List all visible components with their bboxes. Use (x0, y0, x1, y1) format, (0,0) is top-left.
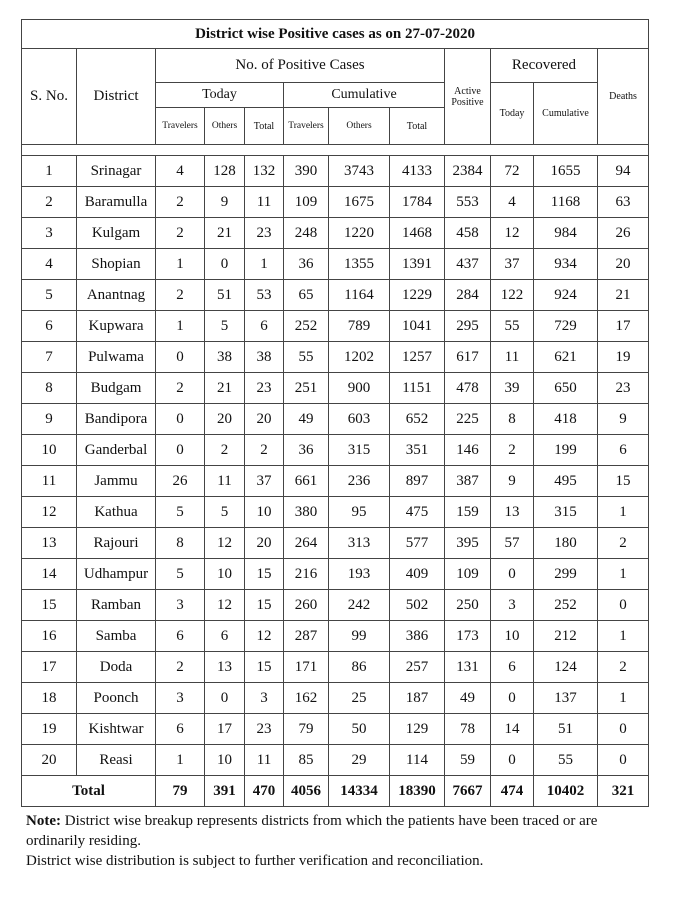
cell-rec-cumulative: 199 (534, 435, 598, 466)
cell-district: Kulgam (77, 218, 156, 249)
cell-active: 284 (445, 280, 491, 311)
table-row (22, 404, 649, 435)
cell-today-total: 38 (245, 342, 284, 373)
cell-today-others: 11 (205, 466, 245, 497)
cell-today-travelers: 1 (156, 311, 205, 342)
cell-cum-total: 114 (390, 745, 445, 776)
cell-cum-others: 3743 (329, 156, 390, 187)
cell-cum-total: 1784 (390, 187, 445, 218)
table-title: District wise Positive cases as on 27-07-2020 (22, 20, 649, 49)
cell-today-others: 20 (205, 404, 245, 435)
cell-cum-others: 1164 (329, 280, 390, 311)
header-today: Today (156, 83, 284, 108)
cell-today-others: 10 (205, 745, 245, 776)
cell-cum-others: 95 (329, 497, 390, 528)
cell-today-total: 53 (245, 280, 284, 311)
cell-rec-cumulative: 418 (534, 404, 598, 435)
cell-today-travelers: 2 (156, 187, 205, 218)
cell-cum-others: 603 (329, 404, 390, 435)
cell-today-total: 15 (245, 652, 284, 683)
cell-cum-total: 652 (390, 404, 445, 435)
cell-sno: 4 (22, 249, 77, 280)
cell-rec-cumulative: 934 (534, 249, 598, 280)
header-today-total: Total (245, 108, 284, 145)
cell-sno: 6 (22, 311, 77, 342)
cell-today-travelers: 2 (156, 373, 205, 404)
cell-today-travelers: 5 (156, 559, 205, 590)
table-row (22, 714, 649, 745)
cell-cum-others: 789 (329, 311, 390, 342)
district-cases-table (21, 19, 649, 807)
table-row (22, 280, 649, 311)
cell-today-total: 132 (245, 156, 284, 187)
cell-deaths: 63 (598, 187, 649, 218)
table-row (22, 373, 649, 404)
cell-district: Reasi (77, 745, 156, 776)
cell-cum-travelers: 65 (284, 280, 329, 311)
cell-cum-total: 4133 (390, 156, 445, 187)
cell-sno: 17 (22, 652, 77, 683)
cell-rec-today: 55 (491, 311, 534, 342)
note-text-1: District wise breakup represents districts from which the patients have been traced or are ordinarily residing. (26, 813, 598, 849)
cell-rec-cumulative: 1168 (534, 187, 598, 218)
cell-district: Kupwara (77, 311, 156, 342)
cell-sno: 7 (22, 342, 77, 373)
cell-rec-today: 11 (491, 342, 534, 373)
cell-deaths: 20 (598, 249, 649, 280)
cell-active: 78 (445, 714, 491, 745)
cell-cum-others: 99 (329, 621, 390, 652)
cell-active: 49 (445, 683, 491, 714)
cell-today-total: 11 (245, 745, 284, 776)
cell-sno: 3 (22, 218, 77, 249)
cell-today-travelers: 3 (156, 683, 205, 714)
cell-rec-cumulative: 1655 (534, 156, 598, 187)
cell-rec-cumulative: 55 (534, 745, 598, 776)
cell-active: 59 (445, 745, 491, 776)
cell-district: Srinagar (77, 156, 156, 187)
cell-cum-travelers: 252 (284, 311, 329, 342)
cell-sno: 16 (22, 621, 77, 652)
cell-rec-cumulative: 495 (534, 466, 598, 497)
header-spacer (22, 145, 649, 156)
cell-today-total: 20 (245, 404, 284, 435)
cell-rec-cumulative: 315 (534, 497, 598, 528)
cell-sno: 15 (22, 590, 77, 621)
total-rec-cumulative: 10402 (534, 776, 598, 807)
cell-rec-cumulative: 299 (534, 559, 598, 590)
cell-rec-today: 6 (491, 652, 534, 683)
cell-district: Baramulla (77, 187, 156, 218)
cell-cum-others: 25 (329, 683, 390, 714)
cell-deaths: 21 (598, 280, 649, 311)
cell-cum-others: 313 (329, 528, 390, 559)
cell-today-travelers: 6 (156, 621, 205, 652)
cell-active: 387 (445, 466, 491, 497)
table-row (22, 435, 649, 466)
cell-today-others: 13 (205, 652, 245, 683)
total-rec-today: 474 (491, 776, 534, 807)
cell-cum-travelers: 79 (284, 714, 329, 745)
cell-today-total: 37 (245, 466, 284, 497)
cell-district: Kishtwar (77, 714, 156, 745)
table-row (22, 652, 649, 683)
total-deaths: 321 (598, 776, 649, 807)
total-cum-travelers: 4056 (284, 776, 329, 807)
cell-active: 458 (445, 218, 491, 249)
cell-district: Anantnag (77, 280, 156, 311)
cell-cum-travelers: 380 (284, 497, 329, 528)
note-block (26, 811, 656, 871)
cell-today-total: 20 (245, 528, 284, 559)
cell-today-total: 6 (245, 311, 284, 342)
cell-rec-today: 8 (491, 404, 534, 435)
cell-active: 131 (445, 652, 491, 683)
cell-today-travelers: 6 (156, 714, 205, 745)
cell-active: 250 (445, 590, 491, 621)
cell-rec-today: 57 (491, 528, 534, 559)
header-deaths: Deaths (598, 49, 649, 145)
cell-today-total: 2 (245, 435, 284, 466)
cell-cum-total: 1041 (390, 311, 445, 342)
header-today-others: Others (205, 108, 245, 145)
cell-sno: 19 (22, 714, 77, 745)
header-positive-cases: No. of Positive Cases (156, 49, 445, 83)
cell-today-travelers: 2 (156, 652, 205, 683)
cell-active: 225 (445, 404, 491, 435)
cell-deaths: 1 (598, 621, 649, 652)
cell-rec-today: 3 (491, 590, 534, 621)
cell-deaths: 0 (598, 590, 649, 621)
cell-rec-today: 0 (491, 559, 534, 590)
table-row (22, 156, 649, 187)
cell-active: 109 (445, 559, 491, 590)
table-row (22, 187, 649, 218)
cell-rec-today: 4 (491, 187, 534, 218)
cell-active: 395 (445, 528, 491, 559)
cell-deaths: 23 (598, 373, 649, 404)
cell-today-others: 2 (205, 435, 245, 466)
cell-cum-travelers: 55 (284, 342, 329, 373)
total-cum-others: 14334 (329, 776, 390, 807)
note-line2: District wise distribution is subject to further verification and reconciliation. (26, 853, 484, 869)
cell-cum-travelers: 251 (284, 373, 329, 404)
cell-deaths: 1 (598, 497, 649, 528)
cell-cum-travelers: 36 (284, 249, 329, 280)
cell-cum-travelers: 36 (284, 435, 329, 466)
total-label: Total (22, 776, 156, 807)
cell-today-total: 12 (245, 621, 284, 652)
cell-cum-others: 1220 (329, 218, 390, 249)
cell-today-total: 1 (245, 249, 284, 280)
cell-deaths: 1 (598, 683, 649, 714)
cell-today-others: 0 (205, 683, 245, 714)
cell-district: Bandipora (77, 404, 156, 435)
cell-today-others: 12 (205, 590, 245, 621)
cell-rec-cumulative: 137 (534, 683, 598, 714)
total-active: 7667 (445, 776, 491, 807)
cell-deaths: 0 (598, 745, 649, 776)
cell-today-others: 17 (205, 714, 245, 745)
cell-sno: 20 (22, 745, 77, 776)
table-row (22, 311, 649, 342)
cell-cum-total: 577 (390, 528, 445, 559)
cell-today-travelers: 0 (156, 404, 205, 435)
cell-today-travelers: 2 (156, 218, 205, 249)
cell-active: 159 (445, 497, 491, 528)
table-row (22, 683, 649, 714)
cell-today-total: 10 (245, 497, 284, 528)
cell-cum-total: 502 (390, 590, 445, 621)
cell-cum-total: 475 (390, 497, 445, 528)
cell-rec-cumulative: 729 (534, 311, 598, 342)
header-rec-cumulative: Cumulative (534, 83, 598, 145)
cell-cum-travelers: 287 (284, 621, 329, 652)
cell-cum-total: 897 (390, 466, 445, 497)
header-cum-others: Others (329, 108, 390, 145)
cell-deaths: 6 (598, 435, 649, 466)
cell-today-others: 9 (205, 187, 245, 218)
table-body (22, 156, 649, 776)
cell-active: 295 (445, 311, 491, 342)
cell-sno: 18 (22, 683, 77, 714)
header-cumulative: Cumulative (284, 83, 445, 108)
cell-sno: 10 (22, 435, 77, 466)
cell-deaths: 0 (598, 714, 649, 745)
cell-rec-cumulative: 252 (534, 590, 598, 621)
cell-deaths: 94 (598, 156, 649, 187)
cell-cum-total: 1151 (390, 373, 445, 404)
cell-today-travelers: 4 (156, 156, 205, 187)
cell-cum-others: 86 (329, 652, 390, 683)
cell-deaths: 19 (598, 342, 649, 373)
total-today-travelers: 79 (156, 776, 205, 807)
cell-cum-travelers: 264 (284, 528, 329, 559)
cell-district: Shopian (77, 249, 156, 280)
cell-active: 2384 (445, 156, 491, 187)
cell-today-travelers: 1 (156, 249, 205, 280)
cell-cum-total: 1391 (390, 249, 445, 280)
header-today-travelers: Travelers (156, 108, 205, 145)
note-line1 (26, 811, 656, 851)
cell-active: 173 (445, 621, 491, 652)
cell-today-travelers: 8 (156, 528, 205, 559)
cell-rec-cumulative: 621 (534, 342, 598, 373)
cell-district: Ganderbal (77, 435, 156, 466)
cell-cum-travelers: 260 (284, 590, 329, 621)
cell-active: 617 (445, 342, 491, 373)
cell-sno: 8 (22, 373, 77, 404)
cell-district: Doda (77, 652, 156, 683)
cell-today-travelers: 26 (156, 466, 205, 497)
header-active-line2: Positive (451, 96, 484, 108)
cell-deaths: 15 (598, 466, 649, 497)
cell-sno: 12 (22, 497, 77, 528)
header-sno: S. No. (22, 49, 77, 145)
header-recovered: Recovered (491, 49, 598, 83)
note-label: Note: (26, 813, 61, 829)
table-row (22, 249, 649, 280)
cell-rec-today: 72 (491, 156, 534, 187)
cell-today-total: 23 (245, 218, 284, 249)
cell-cum-travelers: 248 (284, 218, 329, 249)
table-row (22, 559, 649, 590)
cell-rec-today: 12 (491, 218, 534, 249)
cell-cum-others: 50 (329, 714, 390, 745)
cell-cum-others: 193 (329, 559, 390, 590)
table-row (22, 745, 649, 776)
cell-cum-total: 187 (390, 683, 445, 714)
cell-sno: 11 (22, 466, 77, 497)
cell-district: Poonch (77, 683, 156, 714)
cell-cum-travelers: 216 (284, 559, 329, 590)
cell-today-travelers: 3 (156, 590, 205, 621)
cell-cum-total: 257 (390, 652, 445, 683)
cell-cum-total: 1257 (390, 342, 445, 373)
table-row (22, 590, 649, 621)
cell-today-total: 3 (245, 683, 284, 714)
cell-rec-today: 37 (491, 249, 534, 280)
cell-cum-others: 236 (329, 466, 390, 497)
header-active-line1: Active (454, 85, 481, 97)
cell-cum-total: 1229 (390, 280, 445, 311)
cell-today-total: 11 (245, 187, 284, 218)
header-active-positive (445, 49, 491, 145)
cell-cum-travelers: 661 (284, 466, 329, 497)
cell-cum-travelers: 162 (284, 683, 329, 714)
header-cum-travelers: Travelers (284, 108, 329, 145)
cell-today-others: 10 (205, 559, 245, 590)
cell-cum-others: 1355 (329, 249, 390, 280)
cell-rec-today: 0 (491, 745, 534, 776)
header-cum-total: Total (390, 108, 445, 145)
cell-sno: 13 (22, 528, 77, 559)
cell-today-others: 0 (205, 249, 245, 280)
cell-deaths: 17 (598, 311, 649, 342)
cell-district: Budgam (77, 373, 156, 404)
cell-rec-today: 2 (491, 435, 534, 466)
cell-cum-total: 351 (390, 435, 445, 466)
cell-district: Kathua (77, 497, 156, 528)
cell-cum-travelers: 171 (284, 652, 329, 683)
cell-cum-travelers: 85 (284, 745, 329, 776)
cell-today-others: 6 (205, 621, 245, 652)
cell-district: Pulwama (77, 342, 156, 373)
cell-rec-cumulative: 124 (534, 652, 598, 683)
cell-district: Jammu (77, 466, 156, 497)
header-district: District (77, 49, 156, 145)
cell-today-others: 5 (205, 311, 245, 342)
cell-today-others: 5 (205, 497, 245, 528)
cell-today-total: 23 (245, 373, 284, 404)
cell-today-others: 21 (205, 218, 245, 249)
cell-cum-total: 1468 (390, 218, 445, 249)
cell-today-others: 51 (205, 280, 245, 311)
cell-deaths: 9 (598, 404, 649, 435)
cell-today-travelers: 1 (156, 745, 205, 776)
cell-rec-cumulative: 924 (534, 280, 598, 311)
cell-today-others: 12 (205, 528, 245, 559)
cell-active: 478 (445, 373, 491, 404)
cell-cum-others: 242 (329, 590, 390, 621)
cell-rec-today: 122 (491, 280, 534, 311)
cell-deaths: 1 (598, 559, 649, 590)
cell-active: 437 (445, 249, 491, 280)
cell-rec-cumulative: 51 (534, 714, 598, 745)
cell-rec-today: 0 (491, 683, 534, 714)
cell-sno: 2 (22, 187, 77, 218)
table-row (22, 528, 649, 559)
cell-today-others: 38 (205, 342, 245, 373)
cell-rec-today: 9 (491, 466, 534, 497)
cell-today-travelers: 0 (156, 435, 205, 466)
cell-rec-cumulative: 984 (534, 218, 598, 249)
cell-cum-others: 1202 (329, 342, 390, 373)
cell-cum-travelers: 390 (284, 156, 329, 187)
total-row (22, 776, 649, 807)
cell-deaths: 2 (598, 528, 649, 559)
cell-today-total: 15 (245, 559, 284, 590)
cell-cum-others: 900 (329, 373, 390, 404)
table-row (22, 621, 649, 652)
cell-cum-total: 386 (390, 621, 445, 652)
total-today-others: 391 (205, 776, 245, 807)
cell-cum-total: 129 (390, 714, 445, 745)
cell-district: Rajouri (77, 528, 156, 559)
cell-active: 553 (445, 187, 491, 218)
cell-today-travelers: 2 (156, 280, 205, 311)
cell-district: Ramban (77, 590, 156, 621)
cell-cum-others: 1675 (329, 187, 390, 218)
cell-rec-today: 13 (491, 497, 534, 528)
cell-deaths: 26 (598, 218, 649, 249)
cell-rec-cumulative: 180 (534, 528, 598, 559)
cell-cum-total: 409 (390, 559, 445, 590)
cell-today-others: 128 (205, 156, 245, 187)
cell-cum-travelers: 109 (284, 187, 329, 218)
cell-cum-others: 315 (329, 435, 390, 466)
cell-cum-travelers: 49 (284, 404, 329, 435)
cell-cum-others: 29 (329, 745, 390, 776)
cell-sno: 1 (22, 156, 77, 187)
cell-today-total: 15 (245, 590, 284, 621)
cell-sno: 9 (22, 404, 77, 435)
cell-today-travelers: 0 (156, 342, 205, 373)
table-row (22, 497, 649, 528)
cell-rec-cumulative: 650 (534, 373, 598, 404)
cell-today-others: 21 (205, 373, 245, 404)
cell-today-travelers: 5 (156, 497, 205, 528)
cell-rec-today: 39 (491, 373, 534, 404)
total-cum-total: 18390 (390, 776, 445, 807)
cell-district: Samba (77, 621, 156, 652)
table-row (22, 466, 649, 497)
total-today-total: 470 (245, 776, 284, 807)
table-row (22, 218, 649, 249)
cell-active: 146 (445, 435, 491, 466)
cell-district: Udhampur (77, 559, 156, 590)
cell-sno: 14 (22, 559, 77, 590)
cell-sno: 5 (22, 280, 77, 311)
cell-rec-today: 10 (491, 621, 534, 652)
table-row (22, 342, 649, 373)
cell-rec-today: 14 (491, 714, 534, 745)
cell-today-total: 23 (245, 714, 284, 745)
header-rec-today: Today (491, 83, 534, 145)
cell-rec-cumulative: 212 (534, 621, 598, 652)
cell-deaths: 2 (598, 652, 649, 683)
